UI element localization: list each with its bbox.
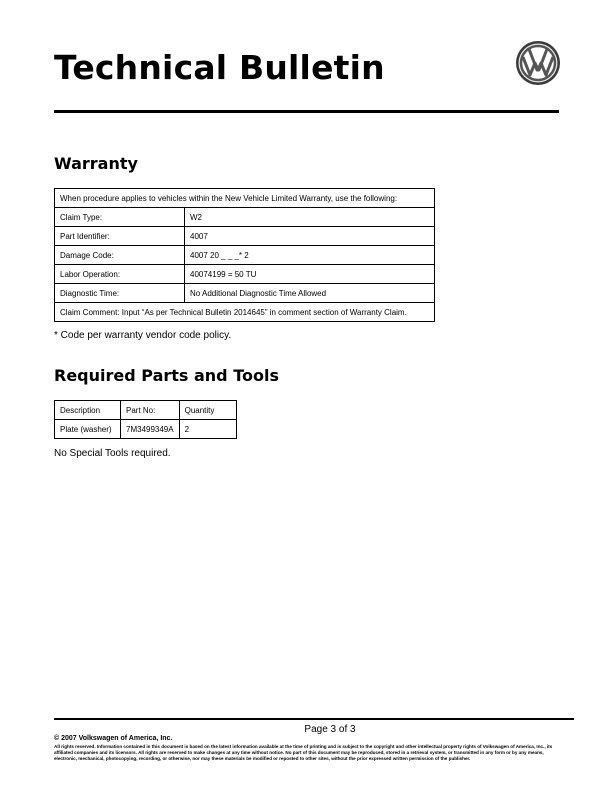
part-number: 7M3499349A: [121, 420, 180, 439]
tools-note: No Special Tools required.: [54, 448, 171, 459]
table-row: [55, 227, 435, 246]
vw-logo-icon: [515, 40, 561, 86]
legal-notice: All rights reserved. Information contained in this document is based on the latest information available at the time of printing and is subject to the copyright and other intellectual property rights of Volkswagen of America, Inc., its affiliated companies and its licensors. All rights are reserved to make changes at any time without notice. No part of this document may be reproduced, stored in a retrieval system, or transmitted in any form or by any means, electronic, mechanical, photocopying, recording, or otherwise, nor may these materials be modified or reposted to other sites, without the prior expressed written permission of the publisher.: [54, 744, 553, 762]
part-quantity: 2: [179, 420, 236, 439]
table-header-row: [55, 401, 237, 420]
column-header-part-no: Part No:: [121, 401, 180, 420]
warranty-intro: When procedure applies to vehicles within the New Vehicle Limited Warranty, use the following:: [55, 189, 435, 208]
labor-operation-label: Labor Operation:: [55, 265, 185, 284]
page-title: Technical Bulletin: [54, 48, 385, 87]
footer-divider: [54, 718, 574, 720]
table-row: [55, 420, 237, 439]
warranty-footnote: * Code per warranty vendor code policy.: [54, 330, 232, 341]
column-header-quantity: Quantity: [179, 401, 236, 420]
table-row: [55, 208, 435, 227]
claim-type-value: W2: [185, 208, 435, 227]
part-identifier-value: 4007: [185, 227, 435, 246]
table-row: [55, 284, 435, 303]
part-identifier-label: Part Identifier:: [55, 227, 185, 246]
diagnostic-time-label: Diagnostic Time:: [55, 284, 185, 303]
parts-table: [54, 400, 237, 439]
claim-type-label: Claim Type:: [55, 208, 185, 227]
title-divider: [54, 110, 559, 113]
damage-code-label: Damage Code:: [55, 246, 185, 265]
table-row: [55, 246, 435, 265]
table-row: [55, 265, 435, 284]
table-row: [55, 189, 435, 208]
page-number: Page 3 of 3: [304, 724, 356, 735]
labor-operation-value: 40074199 = 50 TU: [185, 265, 435, 284]
part-description: Plate (washer): [55, 420, 121, 439]
parts-heading: Required Parts and Tools: [54, 366, 279, 385]
diagnostic-time-value: No Additional Diagnostic Time Allowed: [185, 284, 435, 303]
copyright: © 2007 Volkswagen of America, Inc.: [54, 735, 173, 742]
column-header-description: Description: [55, 401, 121, 420]
warranty-heading: Warranty: [54, 154, 138, 173]
claim-comment: Claim Comment: Input “As per Technical Bulletin 2014645” in comment section of Warranty Claim.: [55, 303, 435, 322]
damage-code-value: 4007 20 _ _ _* 2: [185, 246, 435, 265]
warranty-table: [54, 188, 435, 322]
table-row: [55, 303, 435, 322]
